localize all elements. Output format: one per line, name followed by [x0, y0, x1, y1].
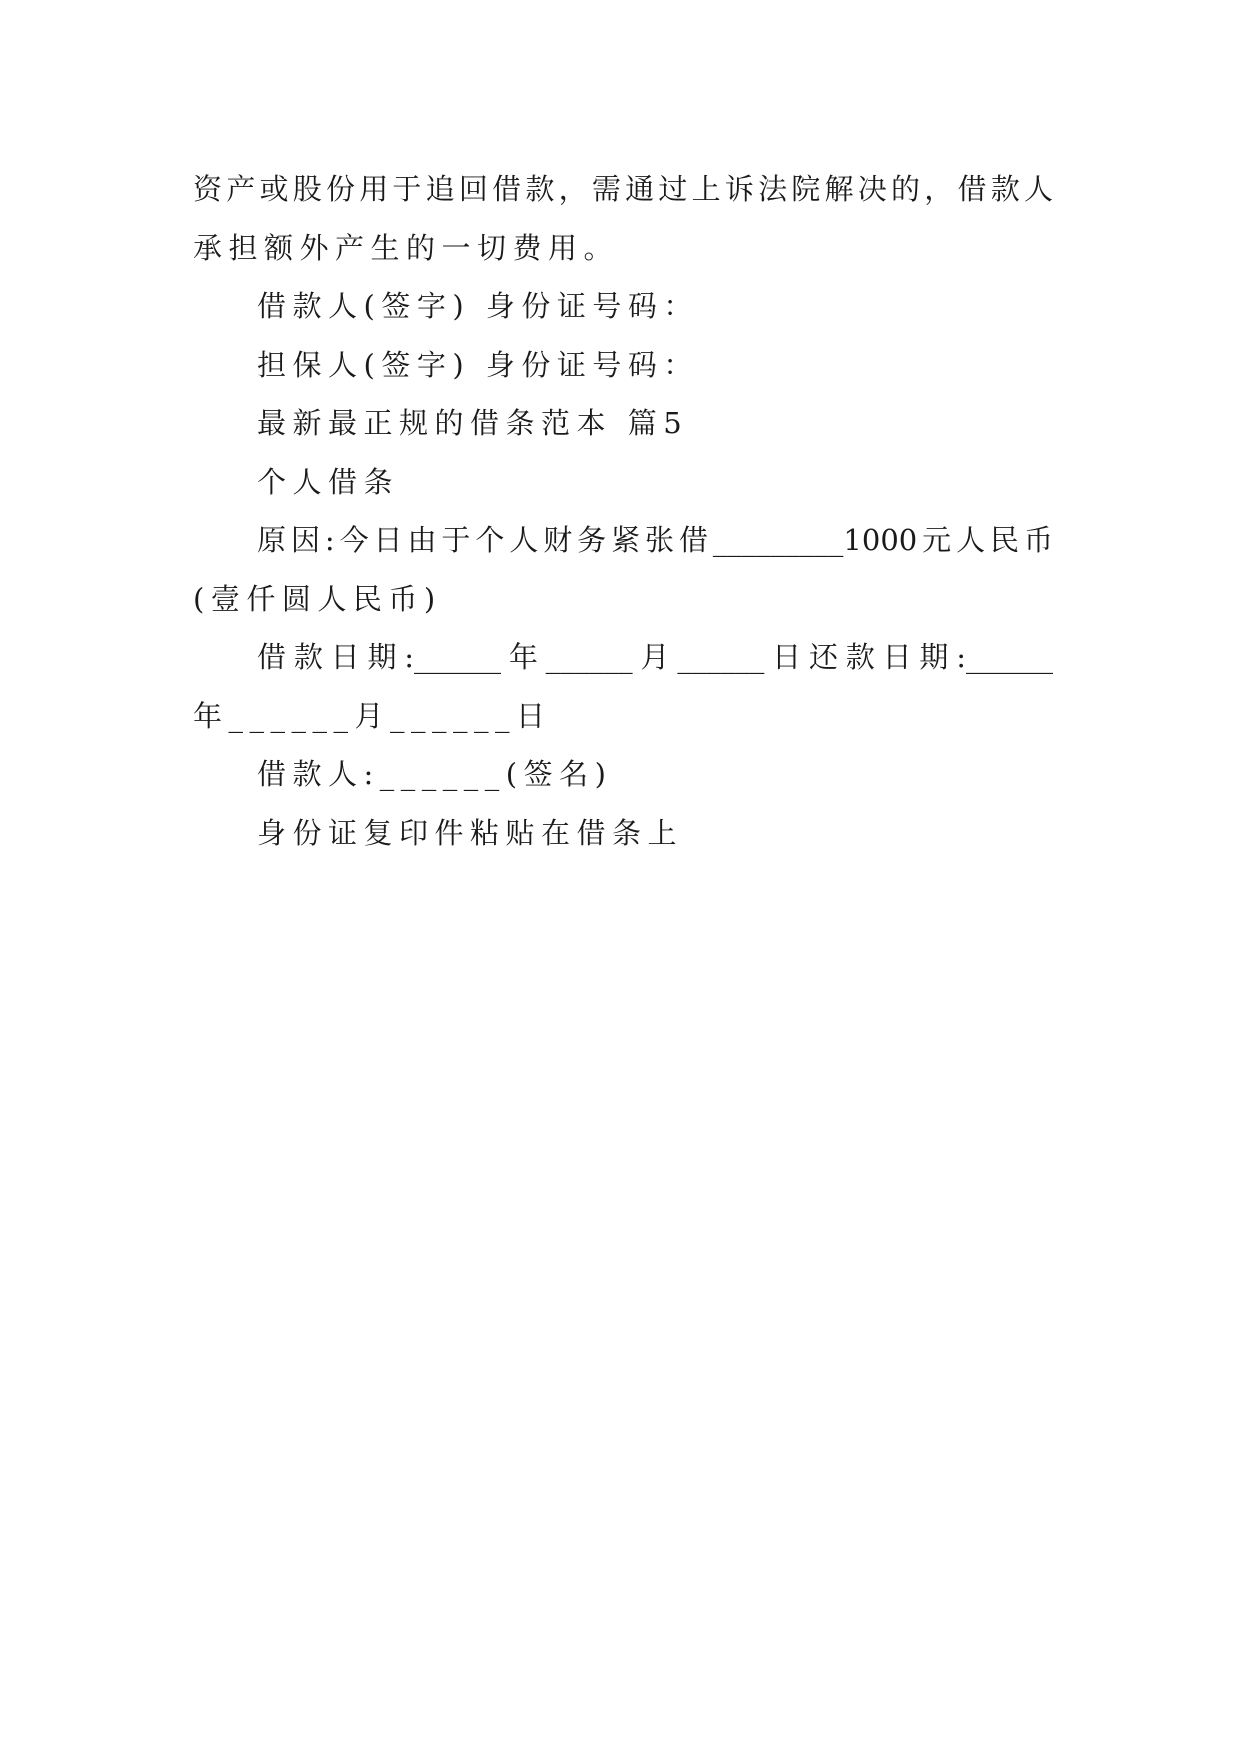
clause-continuation-line-2: 承担额外产生的一切费用。: [193, 230, 620, 265]
loan-dates-line: 借款日期:______年______月______日还款日期:______: [257, 640, 1053, 674]
amount-in-words-line: (壹仟圆人民币): [193, 581, 442, 616]
section-heading: 最新最正规的借条范本 篇5: [257, 406, 689, 440]
reason-line: 原因:今日由于个人财务紧张借_________1000元人民币: [257, 523, 1053, 557]
borrower-signature-line: 借款人(签字) 身份证号码：: [257, 289, 699, 323]
document-body: [193, 160, 1053, 862]
iou-title: 个人借条: [257, 464, 400, 499]
borrower-sign-line: 借款人:______(签名): [257, 757, 613, 791]
clause-continuation-line-1: 资产或股份用于追回借款，需通过上诉法院解决的，借款人: [193, 172, 1053, 206]
guarantor-signature-line: 担保人(签字) 身份证号码：: [257, 347, 699, 382]
id-copy-note: 身份证复印件粘贴在借条上: [257, 815, 684, 850]
repayment-date-line: 年______月______日: [193, 698, 552, 733]
